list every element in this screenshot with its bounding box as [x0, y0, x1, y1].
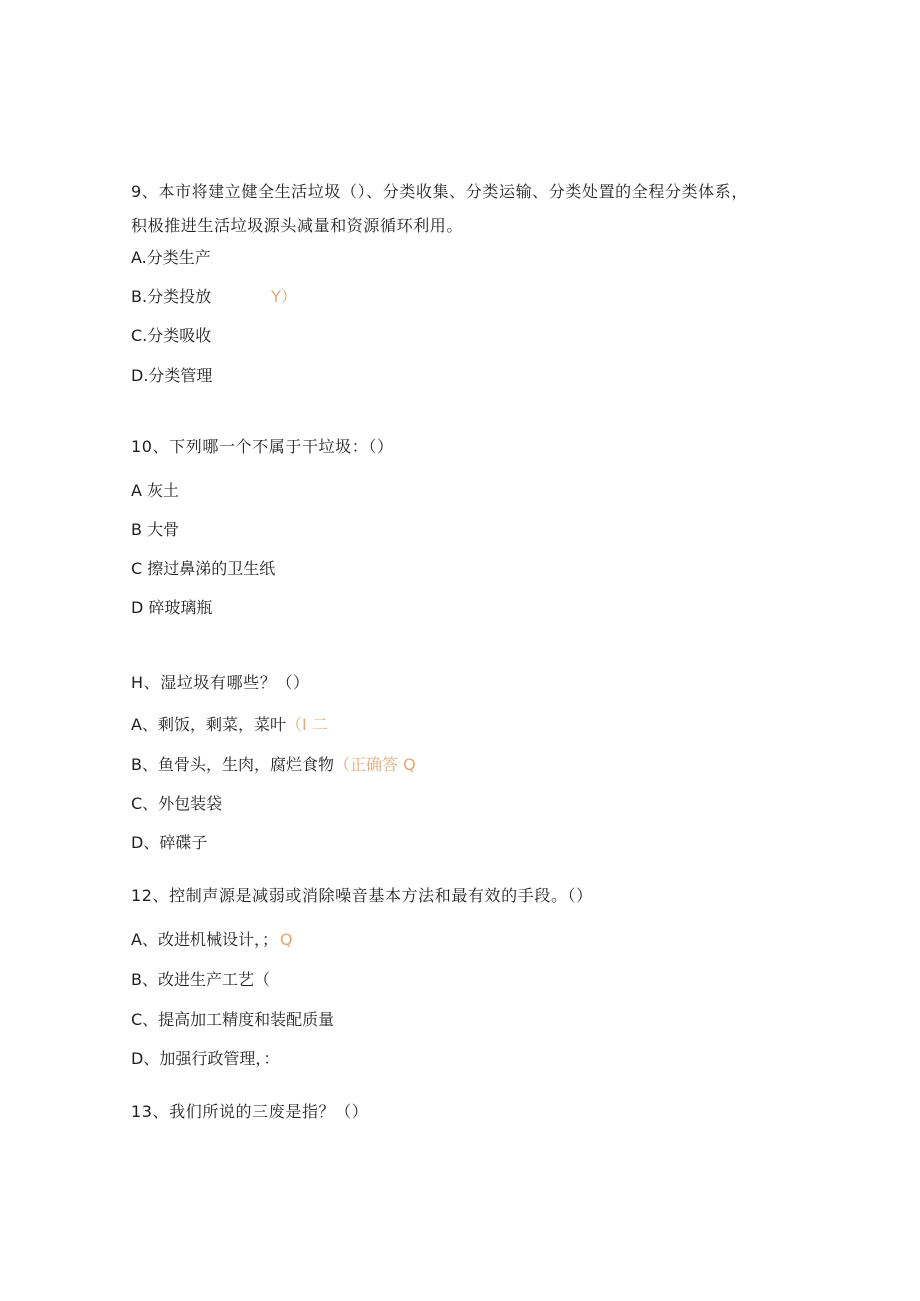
- question-11-option-d: [131, 832, 207, 854]
- question-9-option-a: [131, 247, 211, 269]
- question-9-stem-line2: 积极推进生活垃圾源头减量和资源循环利用。: [131, 216, 464, 235]
- question-12-option-b: [131, 969, 270, 991]
- question-11-option-a: [131, 714, 328, 736]
- question-10-option-b: [131, 519, 179, 541]
- question-10-option-c: [131, 558, 275, 580]
- option-text: B 大骨: [131, 520, 180, 539]
- option-text: C 擦过鼻涕的卫生纸: [131, 559, 276, 578]
- option-text: A、剩饭，剩菜，菜叶: [131, 715, 286, 734]
- option-text: D.分类管理: [131, 366, 213, 385]
- question-9-option-b: [131, 286, 297, 308]
- question-12-stem: 12、控制声源是减弱或消除噪音基本方法和最有效的手段。（）: [131, 886, 593, 905]
- option-text: C.分类吸收: [131, 326, 212, 345]
- question-11-option-b: [131, 754, 416, 776]
- option-text: C、提高加工精度和装配质量: [131, 1010, 335, 1029]
- option-text: A 灰土: [131, 481, 180, 500]
- question-9-stem-line1: 9、本市将建立健全生活垃圾（）、分类收集、分类运输、分类处置的全程分类体系，: [131, 182, 748, 201]
- handwritten-mark: Y）: [271, 287, 297, 306]
- question-13-stem: 13、我们所说的三废是指？（）: [131, 1102, 369, 1121]
- question-11-stem: H、湿垃圾有哪些？（）: [131, 673, 310, 692]
- question-12-option-c: [131, 1009, 334, 1031]
- option-text: D、碎碟子: [131, 833, 208, 852]
- question-10-stem: 10、下列哪一个不属于干垃圾：（）: [131, 437, 394, 456]
- option-text: B、鱼骨头，生肉，腐烂食物: [131, 755, 334, 774]
- question-10-option-a: [131, 480, 179, 502]
- option-text: C、外包装袋: [131, 794, 223, 813]
- option-text: A.分类生产: [131, 248, 211, 267]
- option-text: B.分类投放: [131, 287, 212, 306]
- handwritten-mark: （I 二: [285, 715, 328, 734]
- question-11-option-c: [131, 793, 222, 815]
- option-text: A、改进机械设计，；: [131, 930, 278, 949]
- question-9-option-d: [131, 365, 212, 387]
- question-12-option-d: [131, 1048, 279, 1070]
- question-10-option-d: [131, 597, 212, 619]
- option-text: D 碎玻璃瓶: [131, 598, 213, 617]
- question-9-option-c: [131, 325, 211, 347]
- question-12-option-a: [131, 929, 293, 951]
- option-text: B、改进生产工艺（: [131, 970, 270, 989]
- option-text: D、加强行政管理，：: [131, 1049, 280, 1068]
- handwritten-mark: Q: [279, 930, 293, 949]
- handwritten-mark: （正确答 Q: [333, 755, 416, 774]
